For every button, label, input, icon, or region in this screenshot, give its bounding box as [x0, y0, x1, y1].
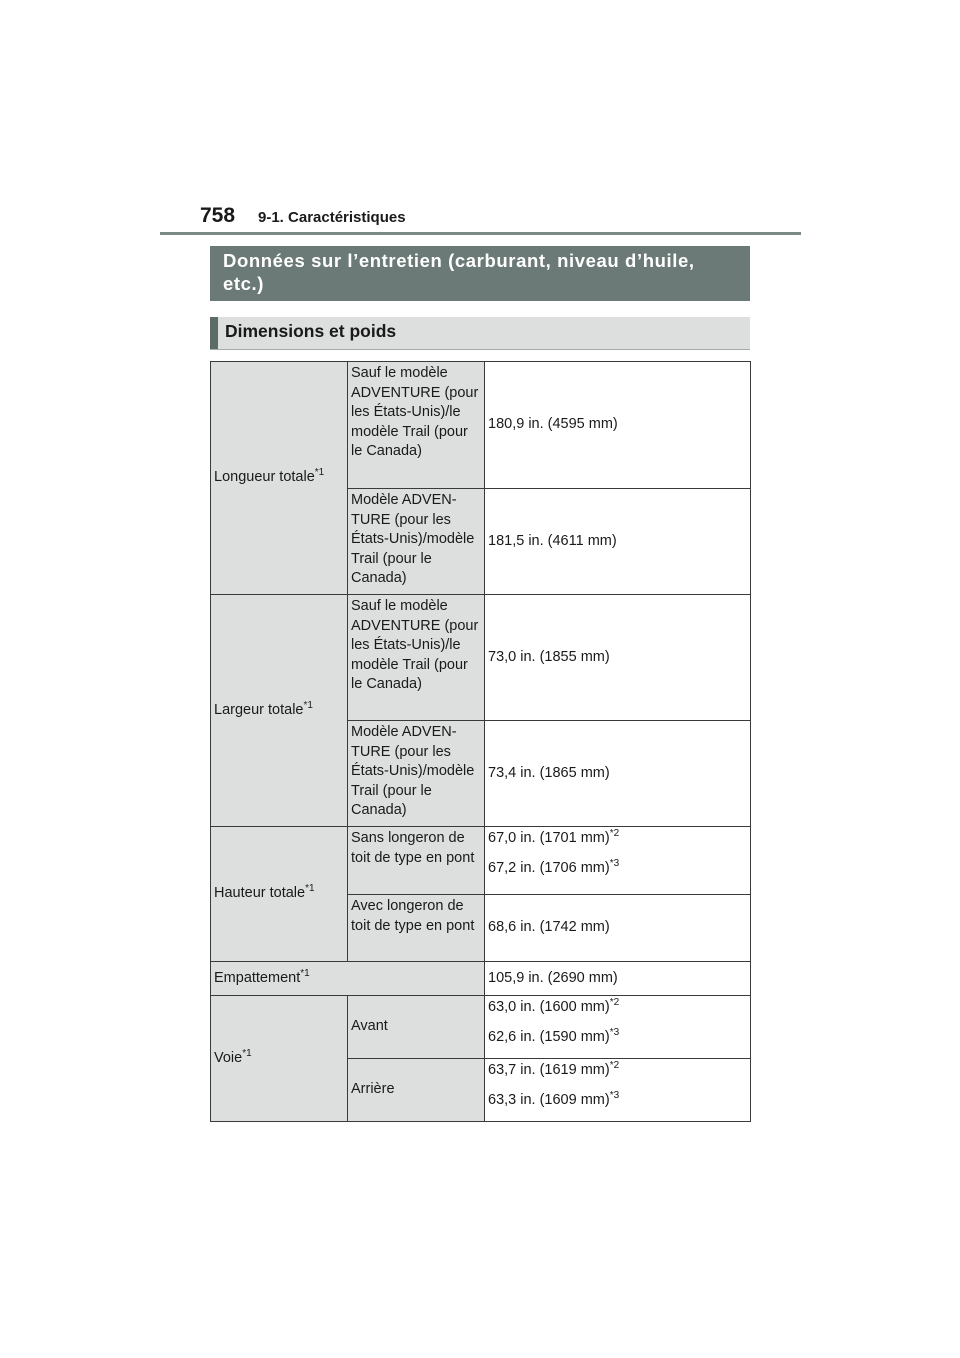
sub-heading-label: Dimensions et poids	[225, 321, 397, 341]
length-value-b: 181,5 in. (4611 mm)	[485, 489, 751, 595]
height-variant-b: Avec longeron de toit de type en pont	[348, 895, 485, 962]
length-value-a: 180,9 in. (4595 mm)	[485, 362, 751, 489]
height-variant-a: Sans longeron de toit de type en pont	[348, 827, 485, 895]
sub-heading	[210, 317, 750, 350]
width-variant-a: Sauf le modèle ADVENTURE (pour les États-Unis)/le modèle Trail (pour le Canada)	[348, 595, 485, 721]
section-title: 9-1. Caractéristiques	[258, 209, 406, 226]
height-value-b: 68,6 in. (1742 mm)	[485, 895, 751, 962]
track-front-value: 63,0 in. (1600 mm)$^{*2}$ 62,6 in. (1590 mm)$^{*3}$	[485, 996, 751, 1059]
track-rear-value: 63,7 in. (1619 mm)$^{*2}$ 63,3 in. (1609 mm)$^{*3}$	[485, 1059, 751, 1122]
row-label-track: Voie$^{*1}$	[211, 996, 348, 1122]
table-row	[211, 962, 751, 996]
page-number: 758	[200, 204, 236, 227]
wheelbase-value: 105,9 in. (2690 mm)	[485, 962, 751, 996]
width-variant-b: Modèle ADVEN-TURE (pour les États-Unis)/modèle Trail (pour le Canada)	[348, 721, 485, 827]
height-value-a: 67,0 in. (1701 mm)$^{*2}$ 67,2 in. (1706 mm)$^{*3}$	[485, 827, 751, 895]
row-label-length: Longueur totale$^{*1}$	[211, 362, 348, 595]
main-heading: Données sur l’entretien (carburant, niveau d’huile, etc.)	[210, 246, 750, 301]
dimensions-table	[210, 361, 751, 1122]
row-label-wheelbase: Empattement$^{*1}$	[211, 962, 485, 996]
row-label-height: Hauteur totale$^{*1}$	[211, 827, 348, 962]
table-row	[211, 827, 751, 895]
track-front-label: Avant	[348, 996, 485, 1059]
length-variant-a: Sauf le modèle ADVENTURE (pour les États-Unis)/le modèle Trail (pour le Canada)	[348, 362, 485, 489]
table-row	[211, 362, 751, 489]
row-label-width: Largeur totale$^{*1}$	[211, 595, 348, 827]
table-row	[211, 996, 751, 1059]
track-rear-label: Arrière	[348, 1059, 485, 1122]
width-value-b: 73,4 in. (1865 mm)	[485, 721, 751, 827]
header-rule	[160, 232, 801, 235]
width-value-a: 73,0 in. (1855 mm)	[485, 595, 751, 721]
length-variant-b: Modèle ADVEN-TURE (pour les États-Unis)/modèle Trail (pour le Canada)	[348, 489, 485, 595]
sub-heading-bar	[210, 317, 218, 349]
table-row	[211, 595, 751, 721]
